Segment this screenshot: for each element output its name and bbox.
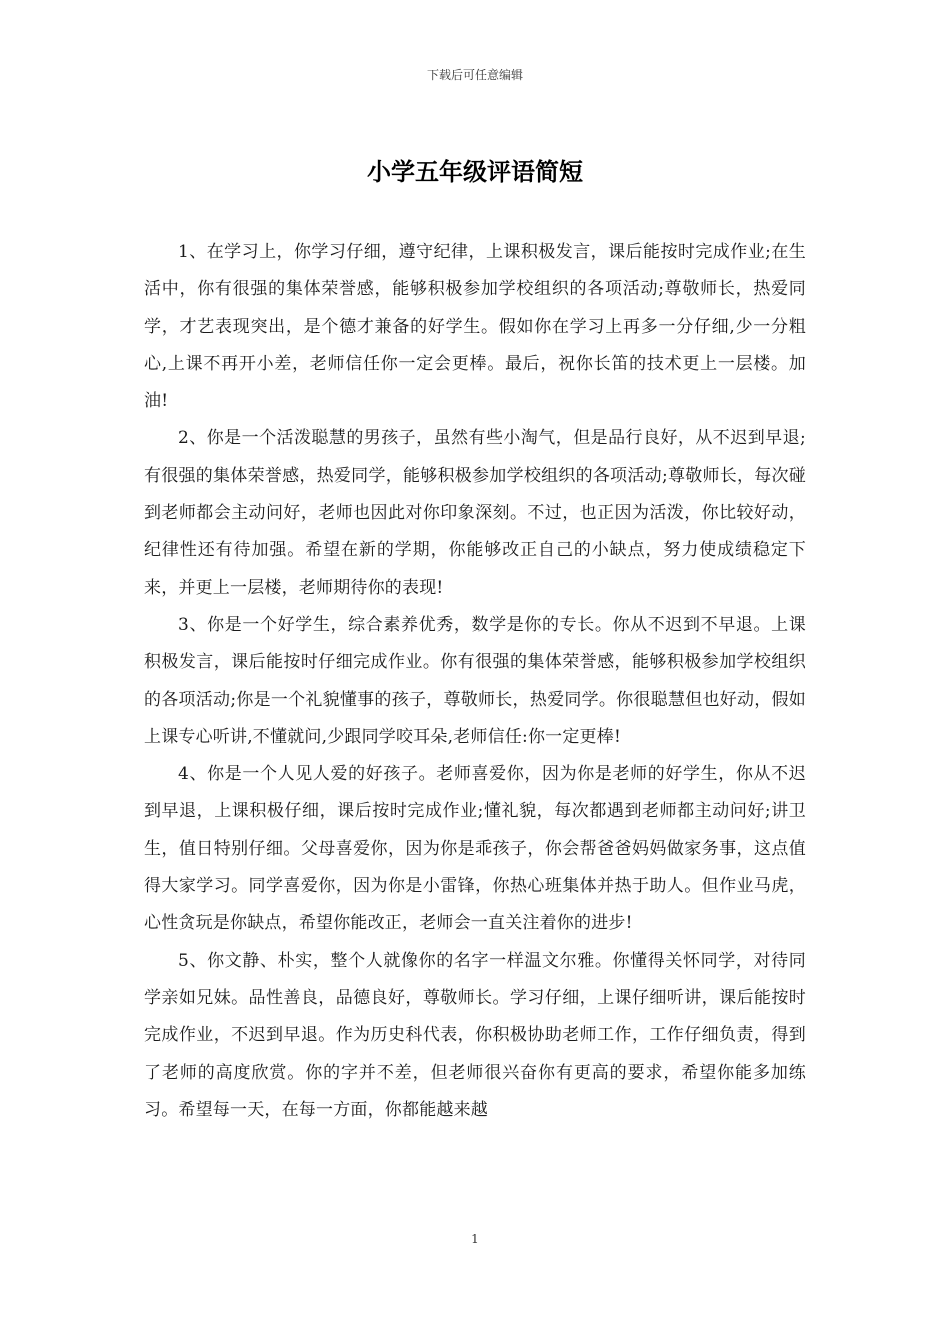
paragraph-1: 1、在学习上，你学习仔细，遵守纪律，上课积极发言，课后能按时完成作业;在生活中，你有很强的集体荣誉感，能够积极参加学校组织的各项活动;尊敬师长，热爱同学，才艺表现突出，是个德才兼备的好学生。假如你在学习上再多一分仔细,少一分粗心,上课不再开小差，老师信任你一定会更棒。最后，祝你长笛的技术更上一层楼。加油!	[144, 242, 806, 412]
document-body	[144, 234, 806, 1129]
paragraph-5: 5、你文静、朴实，整个人就像你的名字一样温文尔雅。你懂得关怀同学，对待同学亲如兄妹。品性善良，品德良好，尊敬师长。学习仔细，上课仔细听讲，课后能按时完成作业，不迟到早退。作为历史科代表，你积极协助老师工作，工作仔细负责，得到了老师的高度欣赏。你的字并不差，但老师很兴奋你有更高的要求，希望你能多加练习。希望每一天，在每一方面，你都能越来越	[144, 950, 806, 1120]
page-number: 1	[471, 1232, 479, 1246]
document-title: 小学五年级评语简短	[367, 157, 583, 186]
paragraph-2: 2、你是一个活泼聪慧的男孩子，虽然有些小淘气，但是品行良好，从不迟到早退;有很强的集体荣誉感，热爱同学，能够积极参加学校组织的各项活动;尊敬师长，每次碰到老师都会主动问好，老师也因此对你印象深刻。不过，也正因为活泼，你比较好动，纪律性还有待加强。希望在新的学期，你能够改正自己的小缺点，努力使成绩稳定下来，并更上一层楼，老师期待你的表现!	[144, 428, 806, 598]
paragraph-3: 3、你是一个好学生，综合素养优秀，数学是你的专长。你从不迟到不早退。上课积极发言，课后能按时仔细完成作业。你有很强的集体荣誉感，能够积极参加学校组织的各项活动;你是一个礼貌懂事的孩子，尊敬师长，热爱同学。你很聪慧但也好动，假如上课专心听讲,不懂就问,少跟同学咬耳朵,老师信任:你一定更棒!	[144, 614, 806, 747]
paragraph-4: 4、你是一个人见人爱的好孩子。老师喜爱你，因为你是老师的好学生，你从不迟到早退，上课积极仔细，课后按时完成作业;懂礼貌，每次都遇到老师都主动问好;讲卫生，值日特别仔细。父母喜爱你，因为你是乖孩子，你会帮爸爸妈妈做家务事，这点值得大家学习。同学喜爱你，因为你是小雷锋，你热心班集体并热于助人。但作业马虎，心性贪玩是你缺点，希望你能改正，老师会一直关注着你的进步!	[144, 764, 806, 934]
header-note: 下载后可任意编辑	[426, 68, 523, 82]
